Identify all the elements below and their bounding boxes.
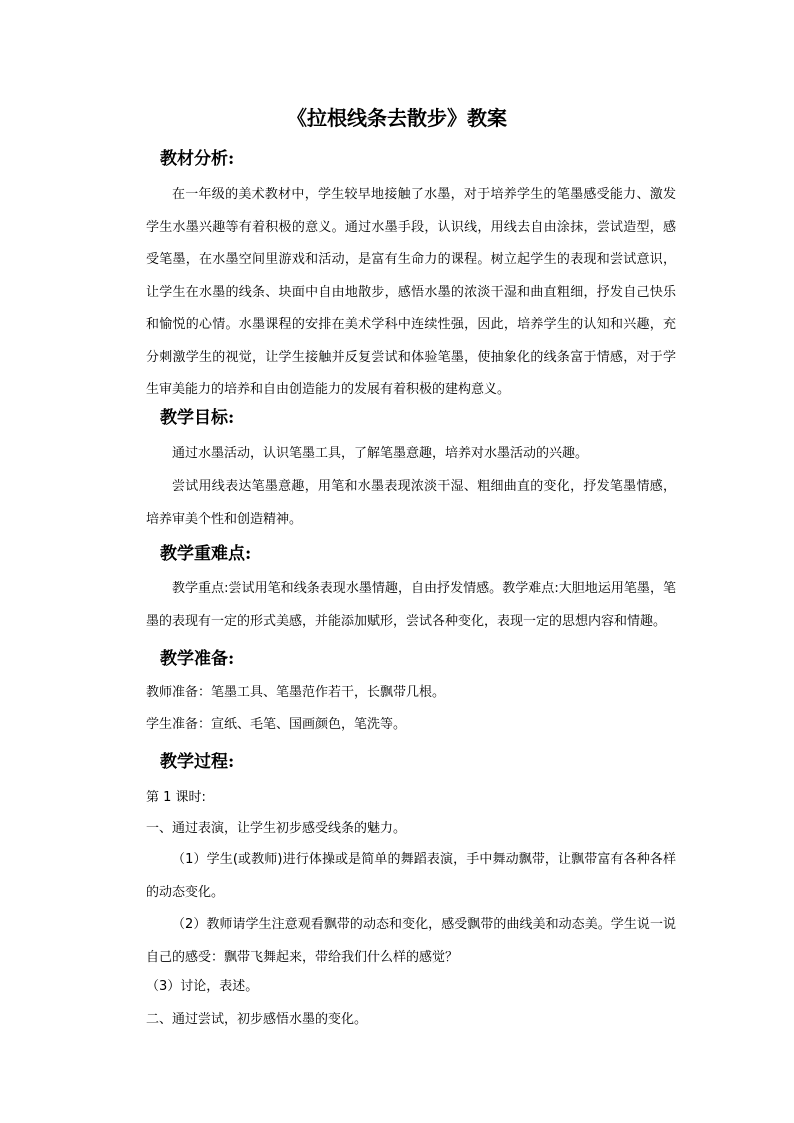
goal-item-1: 通过水墨活动，认识笔墨工具，了解笔墨意趣，培养对水墨活动的兴趣。 [172, 446, 589, 461]
heading-preparation: 教学准备: [160, 649, 235, 669]
heading-keypoints: 教学重难点: [160, 544, 252, 564]
preparation-student: 学生准备：宣纸、毛笔、国画颜色，笔洗等。 [146, 717, 407, 732]
process-step-2: 二、通过尝试，初步感悟水墨的变化。 [146, 1012, 368, 1027]
document-title: 《拉根线条去散步》教案 [287, 106, 507, 130]
goal-item-2: 尝试用线表达笔墨意趣，用笔和水墨表现浓淡干湿、粗细曲直的变化，抒发笔墨情感，培养审美个性和创造精神。 [146, 479, 676, 527]
heading-goals: 教学目标: [160, 408, 235, 428]
heading-process: 教学过程: [160, 752, 235, 772]
heading-analysis: 教材分析: [160, 149, 235, 169]
process-step-1-2: （2）教师请学生注意观看飘带的动态和变化，感受飘带的曲线美和动态美。学生说一说自己的感受：飘带飞舞起来，带给我们什么样的感觉？ [146, 917, 676, 965]
process-lesson: 第 1 课时: [146, 790, 206, 805]
process-step-1: 一、通过表演，让学生初步感受线条的魅力。 [146, 821, 407, 836]
paragraph-keypoints: 教学重点:尝试用笔和线条表现水墨情趣，自由抒发情感。教学难点:大胆地运用笔墨，笔墨的表现有一定的形式美感，并能添加赋形，尝试各种变化，表现一定的思想内容和情趣。 [146, 581, 676, 629]
paragraph-analysis: 在一年级的美术教材中，学生较早地接触了水墨，对于培养学生的笔墨感受能力、激发学生水墨兴趣等有着积极的意义。通过水墨手段，认识线，用线去自由涂抹，尝试造型，感受笔墨，在水墨空间里游戏和活动，是富有生命力的课程。树立起学生的表现和尝试意识，让学生在水墨的线条、块面中自由地散步，感悟水墨的浓淡干湿和曲直粗细，抒发自己快乐和愉悦的心情。水墨课程的安排在美术学科中连续性强，因此，培养学生的认知和兴趣，充分刺激学生的视觉，让学生接触并反复尝试和体验笔墨，使抽象化的线条富于情感，对于学生审美能力的培养和自由创造能力的发展有着积极的建构意义。 [146, 187, 676, 397]
preparation-teacher: 教师准备：笔墨工具、笔墨范作若干，长飘带几根。 [146, 685, 446, 700]
process-step-1-1: （1）学生(或教师)进行体操或是简单的舞蹈表演，手中舞动飘带，让飘带富有各种各样的动态变化。 [146, 852, 676, 900]
process-step-1-3: （3）讨论，表述。 [146, 979, 259, 994]
